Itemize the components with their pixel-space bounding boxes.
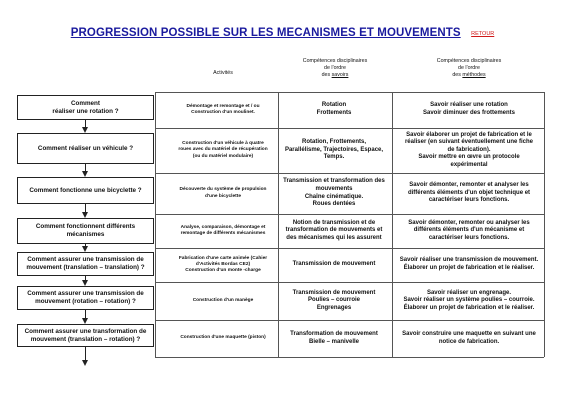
question-box: [17, 324, 154, 347]
activity-cell-line: d'Activités Bordas CE2): [195, 261, 251, 267]
savoirs-cell: [278, 173, 390, 214]
header-savoirs-line3: [280, 72, 390, 79]
question-text: [26, 256, 144, 272]
methodes-cell-line: caractériser leurs fonctions.: [428, 197, 510, 204]
savoirs-cell-line: Bielle – manivelle: [308, 338, 360, 345]
question-line: mécanismes: [66, 231, 105, 238]
savoirs-cell: [278, 214, 390, 248]
header-methodes-line2: de l'ordre: [458, 65, 480, 71]
flow-connector: [85, 120, 86, 127]
methodes-cell-line: différents éléments d'un objet technique et: [407, 189, 531, 196]
activity-cell: [160, 248, 286, 282]
methodes-cell-line: caractériser leurs fonctions.: [428, 234, 510, 241]
savoirs-cell-line: Rotation: [321, 102, 347, 109]
question-line: Comment: [70, 99, 101, 107]
methodes-cell: [394, 320, 544, 357]
question-text: [25, 328, 147, 344]
methodes-cell-line: notice de fabrication.: [438, 338, 500, 345]
activity-cell: [160, 214, 286, 248]
methodes-cell-line: différents éléments d'un mécanisme et: [413, 227, 525, 234]
question-line: Comment réaliser un véhicule ?: [37, 144, 134, 152]
activity-cell-line: d'une bicyclette: [204, 193, 242, 199]
question-line: mouvement (rotation – rotation) ?: [35, 298, 136, 305]
flow-connector: [85, 347, 86, 360]
methodes-cell-line: Savoir réaliser une transmission de mouvement.: [399, 257, 539, 264]
activity-cell: [160, 282, 286, 320]
methodes-cell-line: Élaborer un projet de fabrication et le réaliser.: [403, 304, 535, 311]
savoirs-cell: [278, 282, 390, 320]
header-methodes-keyword: méthodes: [462, 72, 486, 78]
savoirs-cell: [278, 128, 390, 173]
savoirs-cell-line: Notion de transmission et de: [292, 219, 376, 226]
activity-cell-line: Construction d'un moulinet.: [191, 110, 255, 115]
activity-cell-line: Construction d'un véhicule à quatre: [182, 141, 264, 147]
question-line: Comment fonctionnent différents: [35, 223, 136, 230]
activity-cell-line: Construction d'un monte -charge: [185, 268, 261, 274]
activity-cell-line: roues avec du matériel de récupération: [178, 147, 268, 153]
activity-cell-line: remontage de différents mécanismes: [180, 231, 266, 236]
savoirs-cell-line: transformation de mouvements et: [285, 227, 383, 234]
savoirs-cell-line: Transmission de mouvement: [292, 261, 376, 268]
question-line: Comment assurer une transmission de: [27, 256, 144, 263]
column-divider: [544, 92, 545, 357]
methodes-cell-line: Savoir construire une maquette en suivant une: [402, 330, 536, 337]
methodes-cell: [394, 128, 544, 173]
methodes-cell-line: Savoir démonter, remonter ou analyser les: [408, 219, 530, 226]
header-savoirs-keyword: savoirs: [331, 72, 349, 78]
header-savoirs: [280, 58, 390, 79]
savoirs-cell-line: Rotation, Frottements,: [302, 139, 366, 146]
activity-cell: [160, 128, 286, 173]
question-line: mouvement (translation – translation) ?: [26, 264, 145, 271]
methodes-cell-line: réaliser (en suivant éventuellement une fiche: [404, 139, 534, 146]
activity-cell-line: (ou du matériel modulaire): [192, 153, 254, 159]
question-box: [17, 218, 154, 244]
savoirs-cell-line: Transformation de mouvement: [290, 330, 378, 337]
page-title: PROGRESSION POSSIBLE SUR LES MECANISMES ET MOUVEMENTS: [70, 27, 461, 39]
activity-cell-line: Construction d'un manège: [192, 297, 254, 303]
page-title-block: [0, 23, 565, 41]
activity-cell-line: Démontage et remontage et / ou: [186, 103, 260, 109]
question-line: réaliser une rotation ?: [52, 107, 119, 115]
methodes-cell-line: Savoir réaliser un engrenage.: [426, 289, 512, 296]
methodes-cell: [394, 92, 544, 128]
savoirs-cell: [278, 92, 390, 128]
header-savoirs-line1: Compétences disciplinaires: [302, 58, 368, 64]
methodes-cell-line: Savoir diminuer des frottements: [422, 110, 516, 116]
savoirs-cell-line: Transmission de mouvement: [292, 289, 376, 296]
savoirs-cell-line: Frottements: [316, 110, 352, 116]
savoirs-cell-line: Chaîne cinématique.: [304, 193, 364, 200]
question-text: [27, 290, 144, 306]
savoirs-cell: [278, 320, 390, 357]
header-savoirs-prefix: des: [321, 72, 332, 78]
question-box: [17, 252, 154, 276]
methodes-cell-line: Savoir mettre en œvre un protocole: [418, 154, 520, 161]
savoirs-cell: [278, 248, 390, 282]
activity-cell: [160, 173, 286, 214]
savoirs-cell-line: Parallélisme, Trajectoires, Espace,: [284, 146, 384, 153]
savoirs-cell-line: mouvements: [315, 185, 353, 192]
activity-cell: [160, 320, 286, 357]
question-box: [17, 133, 154, 164]
savoirs-cell-line: Roues dentées: [312, 201, 356, 208]
savoirs-cell-line: des mécanismes qui les assurent: [286, 234, 382, 241]
methodes-cell-line: de fabrication).: [447, 146, 491, 153]
question-box: [17, 286, 154, 310]
header-activites: Activités: [213, 70, 233, 76]
activity-cell-line: Fabrication d'une carte animée (Cahier: [178, 255, 268, 261]
methodes-cell-line: Savoir réaliser une rotation: [430, 102, 508, 109]
question-line: mouvement (translation – rotation) ?: [30, 335, 141, 343]
header-savoirs-line2: de l'ordre: [324, 65, 346, 71]
activity-cell: [160, 92, 286, 128]
flow-connector: [85, 204, 86, 212]
question-box: [17, 177, 154, 204]
methodes-cell: [394, 248, 544, 282]
question-line: Comment fonctionne une bicyclette ?: [29, 186, 142, 194]
question-box: [17, 95, 154, 120]
arrow-down-icon: [82, 360, 88, 366]
retour-link[interactable]: RETOUR: [471, 31, 495, 37]
question-text: [38, 145, 133, 153]
question-line: Comment assurer une transmission de: [27, 290, 144, 297]
header-methodes-line3: [394, 72, 544, 79]
savoirs-cell-line: Poulies – courroie: [307, 297, 361, 304]
question-text: [52, 100, 118, 116]
activity-cell-line: Construction d'une maquette (piston): [180, 335, 266, 341]
column-divider: [392, 92, 393, 357]
question-line: Comment assurer une transformation de: [24, 327, 147, 335]
methodes-cell-line: expérimental: [450, 161, 488, 168]
methodes-cell-line: Élaborer un projet de fabrication et le réaliser.: [403, 265, 535, 271]
row-divider: [155, 357, 544, 358]
savoirs-cell-line: Temps.: [323, 154, 345, 161]
flow-connector: [85, 310, 86, 318]
methodes-cell: [394, 282, 544, 320]
header-methodes: [394, 58, 544, 79]
header-methodes-line1: Compétences disciplinaires: [436, 58, 502, 64]
question-text: [36, 223, 135, 239]
methodes-cell-line: Savoir réaliser un système poulies – courroie.: [403, 297, 535, 304]
savoirs-cell-line: Transmission et transformation des: [283, 178, 385, 185]
flow-connector: [85, 164, 86, 171]
savoirs-cell-line: Engrenages: [316, 304, 352, 311]
question-text: [29, 187, 141, 195]
methodes-cell: [394, 173, 544, 214]
activity-cell-line: Découverte du système de propulsion: [179, 187, 267, 193]
methodes-cell-line: Savoir élaborer un projet de fabrication et le: [406, 131, 532, 138]
activity-cell-line: Analyse, comparaison, démontage et: [180, 224, 266, 230]
header-methodes-prefix: des: [452, 72, 463, 78]
column-divider: [155, 92, 156, 357]
methodes-cell-line: Savoir démonter, remonter et analyser les: [409, 182, 529, 189]
methodes-cell: [394, 214, 544, 248]
